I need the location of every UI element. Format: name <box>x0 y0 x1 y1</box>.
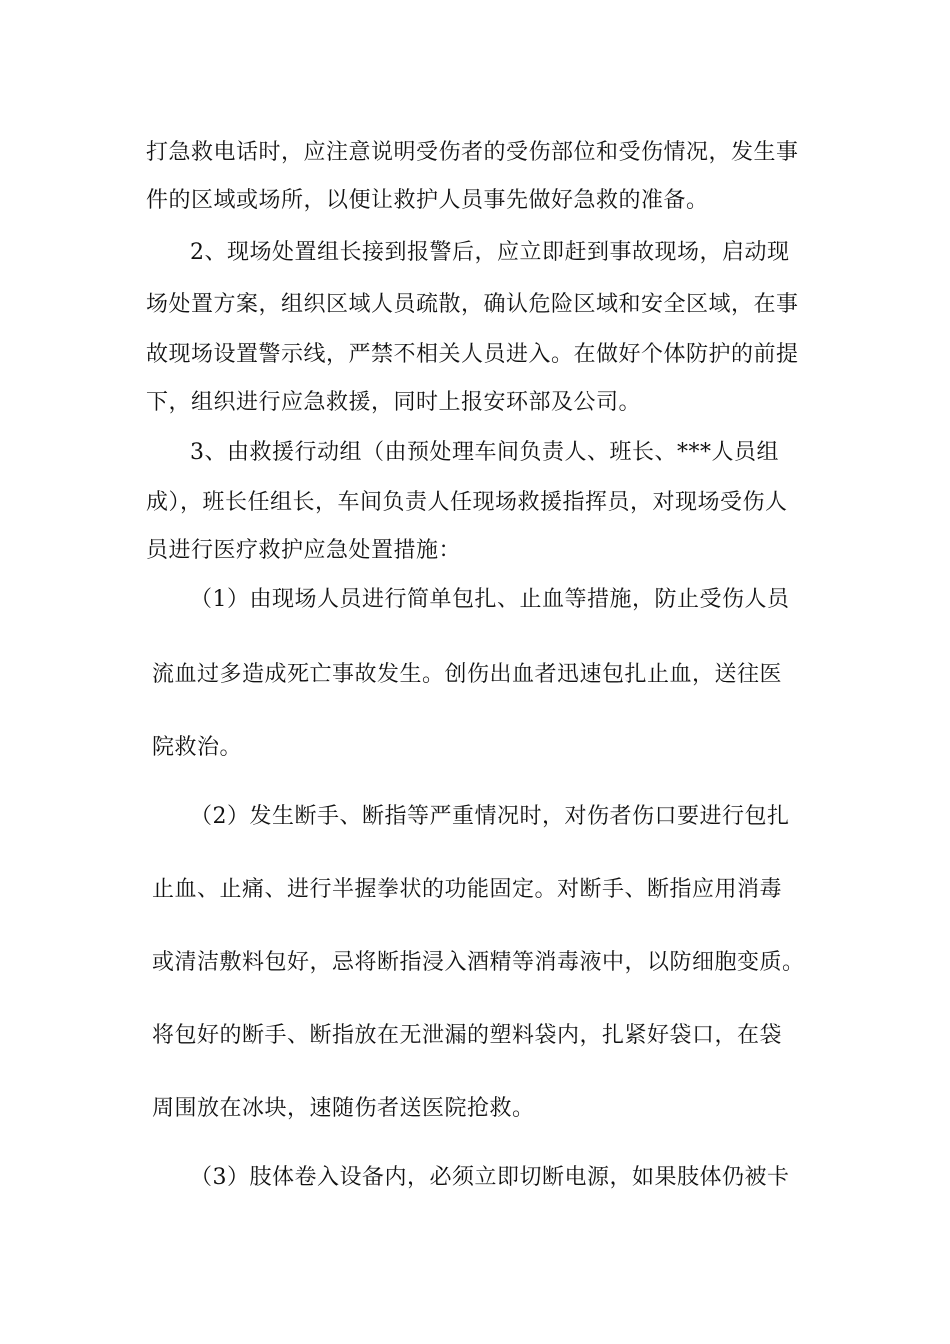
text-line: 员进行医疗救护应急处置措施： <box>146 538 462 563</box>
text-line: 或清洁敷料包好，忌将断指浸入酒精等消毒液中，以防细胞变质。 <box>152 950 805 975</box>
text-line: 院救治。 <box>152 735 243 760</box>
text-line: （2）发生断手、断指等严重情况时，对伤者伤口要进行包扎 <box>190 804 790 829</box>
text-line: 件的区域或场所，以便让救护人员事先做好急救的准备。 <box>146 188 709 213</box>
text-line: 场处置方案，组织区域人员疏散，确认危险区域和安全区域，在事 <box>146 292 799 317</box>
text-line: 打急救电话时，应注意说明受伤者的受伤部位和受伤情况，发生事 <box>146 140 799 165</box>
text-line: 3、由救援行动组（由预处理车间负责人、班长、***人员组 <box>190 440 779 465</box>
text-line: 流血过多造成死亡事故发生。创伤出血者迅速包扎止血，送往医 <box>152 662 783 687</box>
text-line: （3）肢体卷入设备内，必须立即切断电源，如果肢体仍被卡 <box>190 1165 790 1190</box>
text-line: 止血、止痛、进行半握拳状的功能固定。对断手、断指应用消毒 <box>152 877 783 902</box>
text-line: （1）由现场人员进行简单包扎、止血等措施，防止受伤人员 <box>190 587 790 612</box>
text-line: 周围放在冰块，速随伤者送医院抢救。 <box>152 1096 535 1121</box>
text-line: 成），班长任组长，车间负责人任现场救援指挥员，对现场受伤人 <box>146 490 788 515</box>
text-line: 故现场设置警示线，严禁不相关人员进入。在做好个体防护的前提 <box>146 342 799 367</box>
text-line: 下，组织进行应急救援，同时上报安环部及公司。 <box>146 390 642 415</box>
text-line: 将包好的断手、断指放在无泄漏的塑料袋内，扎紧好袋口，在袋 <box>152 1023 783 1048</box>
text-line: 2、现场处置组长接到报警后，应立即赶到事故现场，启动现 <box>190 240 790 265</box>
